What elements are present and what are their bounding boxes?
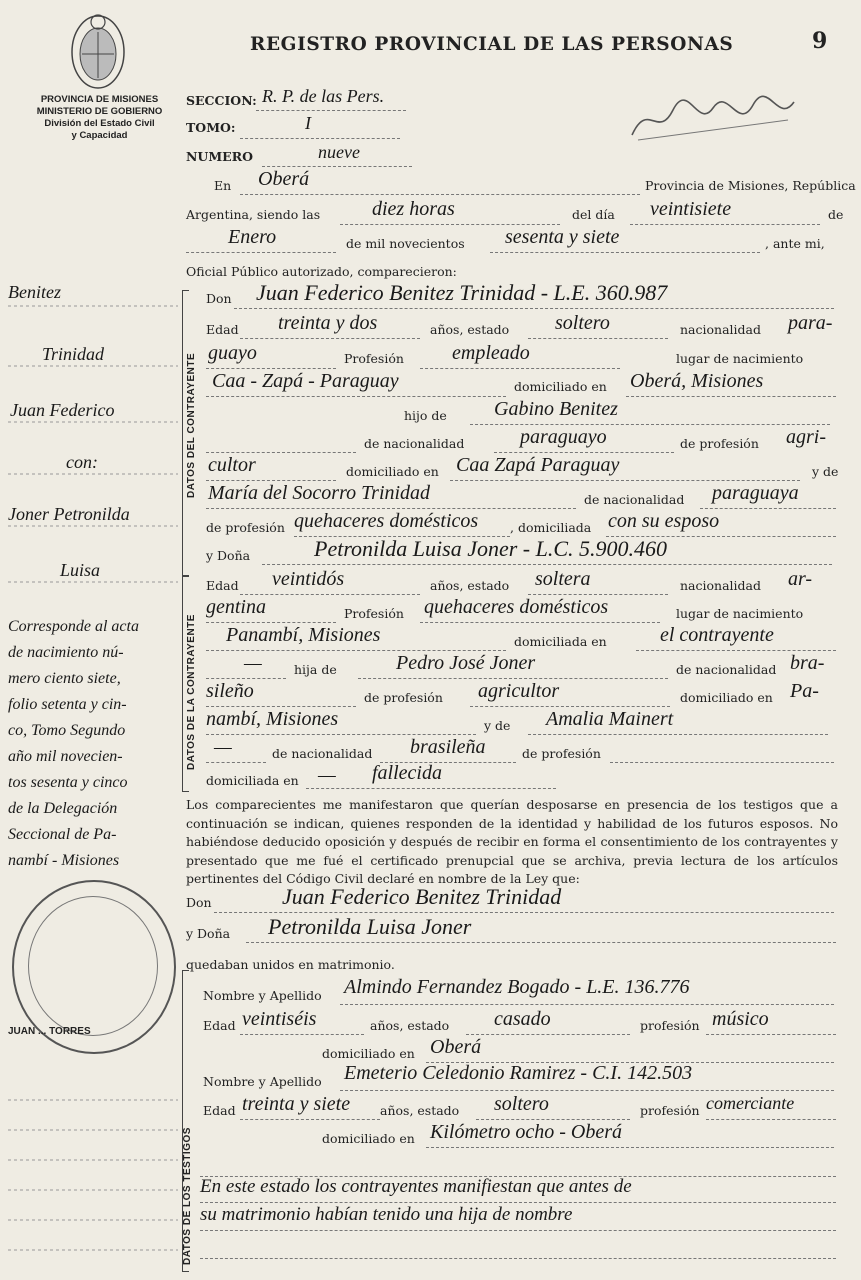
margin-note: Joner Petronilda [8,504,130,524]
bride-dash: — [214,736,232,758]
ante-label: , ante mi, [765,236,825,251]
division-capacity: y Capacidad [71,130,128,141]
groom-name: Juan Federico Benitez Trinidad - L.E. 360.987 [256,280,668,305]
witness1-prof-label: profesión [640,1018,700,1033]
final-don: Juan Federico Benitez Trinidad [282,884,562,909]
bride-lugar: Panambí, Misiones [226,624,381,646]
margin-note: Seccional de Pa- [8,826,117,843]
argentina-label: Argentina, siendo las [186,207,321,222]
bride-domicilio: el contrayente [660,624,774,646]
margin-note: Benitez [8,282,61,302]
final-don-label: Don [186,895,212,910]
bride-padre-nac-a: bra- [790,652,825,674]
groom-anios-label: años, estado [430,322,510,337]
groom-madre: María del Socorro Trinidad [208,482,431,504]
bride-madre-prof-label: de profesión [522,746,601,761]
groom-nac-b: guayo [208,342,257,364]
bride-name: Petronilda Luisa Joner - L.C. 5.900.460 [314,536,668,561]
margin-note: mero ciento siete, [8,670,121,687]
bride-nac-b: gentina [206,596,266,618]
witness1-estado: casado [494,1008,551,1030]
mil-label: de mil novecientos [346,236,465,251]
witness2-anios-label: años, estado [380,1103,460,1118]
witness1-domicilio: Oberá [430,1036,482,1058]
numero-label: NUMERO [186,149,253,164]
groom-madre-nac-label: de nacionalidad [584,492,685,507]
bride-padre-nac-label: de nacionalidad [676,662,777,677]
seccion-label: SECCION: [186,93,257,108]
bride-hija-label: hija de [294,662,337,677]
bride-y-de-label: y de [484,718,511,733]
margin-ruled-lines [0,0,185,1280]
bride-edad-label: Edad [206,578,239,593]
groom-don-label: Don [206,291,232,306]
quedaban-text: quedaban unidos en matrimonio. [186,957,395,972]
bride-edad: veintidós [272,568,345,590]
province-label: Provincia de Misiones, República [645,178,856,193]
witness1-nombre: Almindo Fernandez Bogado - L.E. 136.776 [344,976,690,998]
groom-padre-prof-a: agri- [786,426,826,448]
groom-lugar: Caa - Zapá - Paraguay [212,370,399,392]
witness2-nombre: Emeterio Celedonio Ramirez - C.I. 142.503 [344,1062,693,1084]
page-number: 9 [812,28,828,54]
bride-padre-nac-b: sileño [206,680,254,702]
footer-note-line: su matrimonio habían tenido una hija de nombre [200,1204,573,1225]
seccion-value: R. P. de las Pers. [262,86,385,106]
bride-dom-label: domiciliada en [514,634,607,649]
groom-estado: soltero [555,312,610,334]
del-dia-label: del día [572,207,615,222]
witness2-edad-label: Edad [203,1103,236,1118]
groom-madre-dom: con su esposo [608,510,720,532]
groom-y-de-label: y de [812,464,839,479]
groom-domicilio: Oberá, Misiones [630,370,764,392]
groom-lugar-label: lugar de nacimiento [676,351,804,366]
witness2-profesion: comerciante [706,1093,795,1113]
groom-padre-prof-b: cultor [208,454,256,476]
groom-edad: treinta y dos [278,312,378,334]
bride-madre-dom: fallecida [372,762,442,784]
witness1-nombre-label: Nombre y Apellido [203,988,322,1003]
final-dona-label: y Doña [186,926,231,941]
bride-madre-nac: brasileña [410,736,486,758]
witness2-dom-label: domiciliado en [322,1131,415,1146]
de-label: de [828,207,844,222]
witness1-edad: veintiséis [242,1008,317,1030]
witness-section-label: DATOS DE LOS TESTIGOS [182,1127,193,1265]
stamp-text: JUAN ... TORRES [8,1026,91,1037]
bride-nac-label: nacionalidad [680,578,761,593]
oficial-label: Oficial Público autorizado, comparecieron: [186,264,457,279]
margin-note: con: [66,452,98,472]
groom-nac-a: para- [788,312,833,334]
en-value: Oberá [258,168,310,190]
witness1-dom-label: domiciliado en [322,1046,415,1061]
margin-note: co, Tomo Segundo [8,722,126,739]
margin-note: Corresponde al acta [8,618,139,635]
bride-prof-label: Profesión [344,606,404,621]
groom-madre-nac: paraguaya [712,482,799,504]
bride-padre: Pedro José Joner [396,652,536,674]
bride-nac-a: ar- [788,568,813,590]
groom-padre-prof-label: de profesión [680,436,759,451]
bride-profesion: quehaceres domésticos [424,596,609,618]
page-title: REGISTRO PROVINCIAL DE LAS PERSONAS [250,34,734,55]
en-label: En [214,178,232,193]
bride-dash: — [244,652,262,674]
bride-dash: — [318,764,336,786]
groom-madre-prof: quehaceres domésticos [294,510,479,532]
anio-value: sesenta y siete [505,226,620,248]
mes-value: Enero [228,226,277,248]
bride-madre-nac-label: de nacionalidad [272,746,373,761]
witness1-anios-label: años, estado [370,1018,450,1033]
margin-note: Trinidad [42,344,105,364]
bride-section-label: DATOS DE LA CONTRAYENTE [186,614,197,770]
bride-anios-label: años, estado [430,578,510,593]
groom-dom-label: domiciliado en [514,379,607,394]
witness2-edad: treinta y siete [242,1093,351,1115]
witness2-estado: soltero [494,1093,549,1115]
witness1-profesion: músico [712,1008,769,1030]
groom-edad-label: Edad [206,322,239,337]
witness2-domicilio: Kilómetro ocho - Oberá [430,1121,623,1143]
bride-madre-dom-label: domiciliada en [206,773,299,788]
margin-note: de nacimiento nú- [8,644,124,661]
groom-madre-dom-label: , domiciliada [510,520,592,535]
legal-statement: Los comparecientes me manifestaron que querían desposarse en presencia de los testigos que a continuación se indican, quienes responden de la identidad y habilidad de los futuros esposos. No habiéndose deducido oposición y después de recibir en forma el consentimiento de los contrayentes y presentado que me fué el certificado prenupcial que se archiva, previa lectura de los artículos pertinentes del Código Civil declaré en nombre de la Ley que: [186,797,838,887]
groom-section-label: DATOS DEL CONTRAYENTE [186,352,197,498]
groom-prof-label: Profesión [344,351,404,366]
tomo-value: I [305,113,311,133]
witness2-prof-label: profesión [640,1103,700,1118]
signature-scribble [628,90,798,150]
bride-padre-prof: agricultor [478,680,560,702]
margin-note: de la Delegación [8,800,118,817]
groom-profesion: empleado [452,342,530,364]
margin-note: folio setenta y cin- [8,696,127,713]
footer-note-line: En este estado los contrayentes manifiestan que antes de [200,1176,632,1197]
witness2-nombre-label: Nombre y Apellido [203,1074,322,1089]
groom-padre-nac: paraguayo [520,426,607,448]
groom-padre-nac-label: de nacionalidad [364,436,465,451]
tomo-label: TOMO: [186,120,236,135]
groom-hijo-label: hijo de [404,408,447,423]
division-name: División del Estado Civil [44,118,155,129]
groom-padre-dom-label: domiciliado en [346,464,439,479]
dia-value: veintisiete [650,198,732,220]
groom-madre-prof-label: de profesión [206,520,285,535]
groom-padre: Gabino Benitez [494,398,618,420]
margin-note: año mil novecien- [8,748,123,765]
bride-lugar-label: lugar de nacimiento [676,606,804,621]
bride-madre: Amalia Mainert [546,708,674,730]
numero-value: nueve [318,142,360,162]
ministry-name: MINISTERIO DE GOBIERNO [36,106,163,117]
bride-padre-prof-label: de profesión [364,690,443,705]
bride-estado: soltera [535,568,591,590]
groom-padre-dom: Caa Zapá Paraguay [456,454,620,476]
margin-note: Luisa [60,560,101,580]
final-dona: Petronilda Luisa Joner [268,914,472,939]
bride-padre-dom-label: domiciliado en [680,690,773,705]
hora-value: diez horas [372,198,455,220]
province-name: PROVINCIA DE MISIONES [40,94,159,105]
margin-note: tos sesenta y cinco [8,774,128,791]
witness1-edad-label: Edad [203,1018,236,1033]
bride-padre-dom-a: Pa- [790,680,819,702]
groom-nac-label: nacionalidad [680,322,761,337]
bride-dona-label: y Doña [206,548,251,563]
bride-padre-dom-b: nambí, Misiones [206,708,339,730]
margin-note: nambí - Misiones [8,852,120,869]
margin-note: Juan Federico [10,400,115,420]
